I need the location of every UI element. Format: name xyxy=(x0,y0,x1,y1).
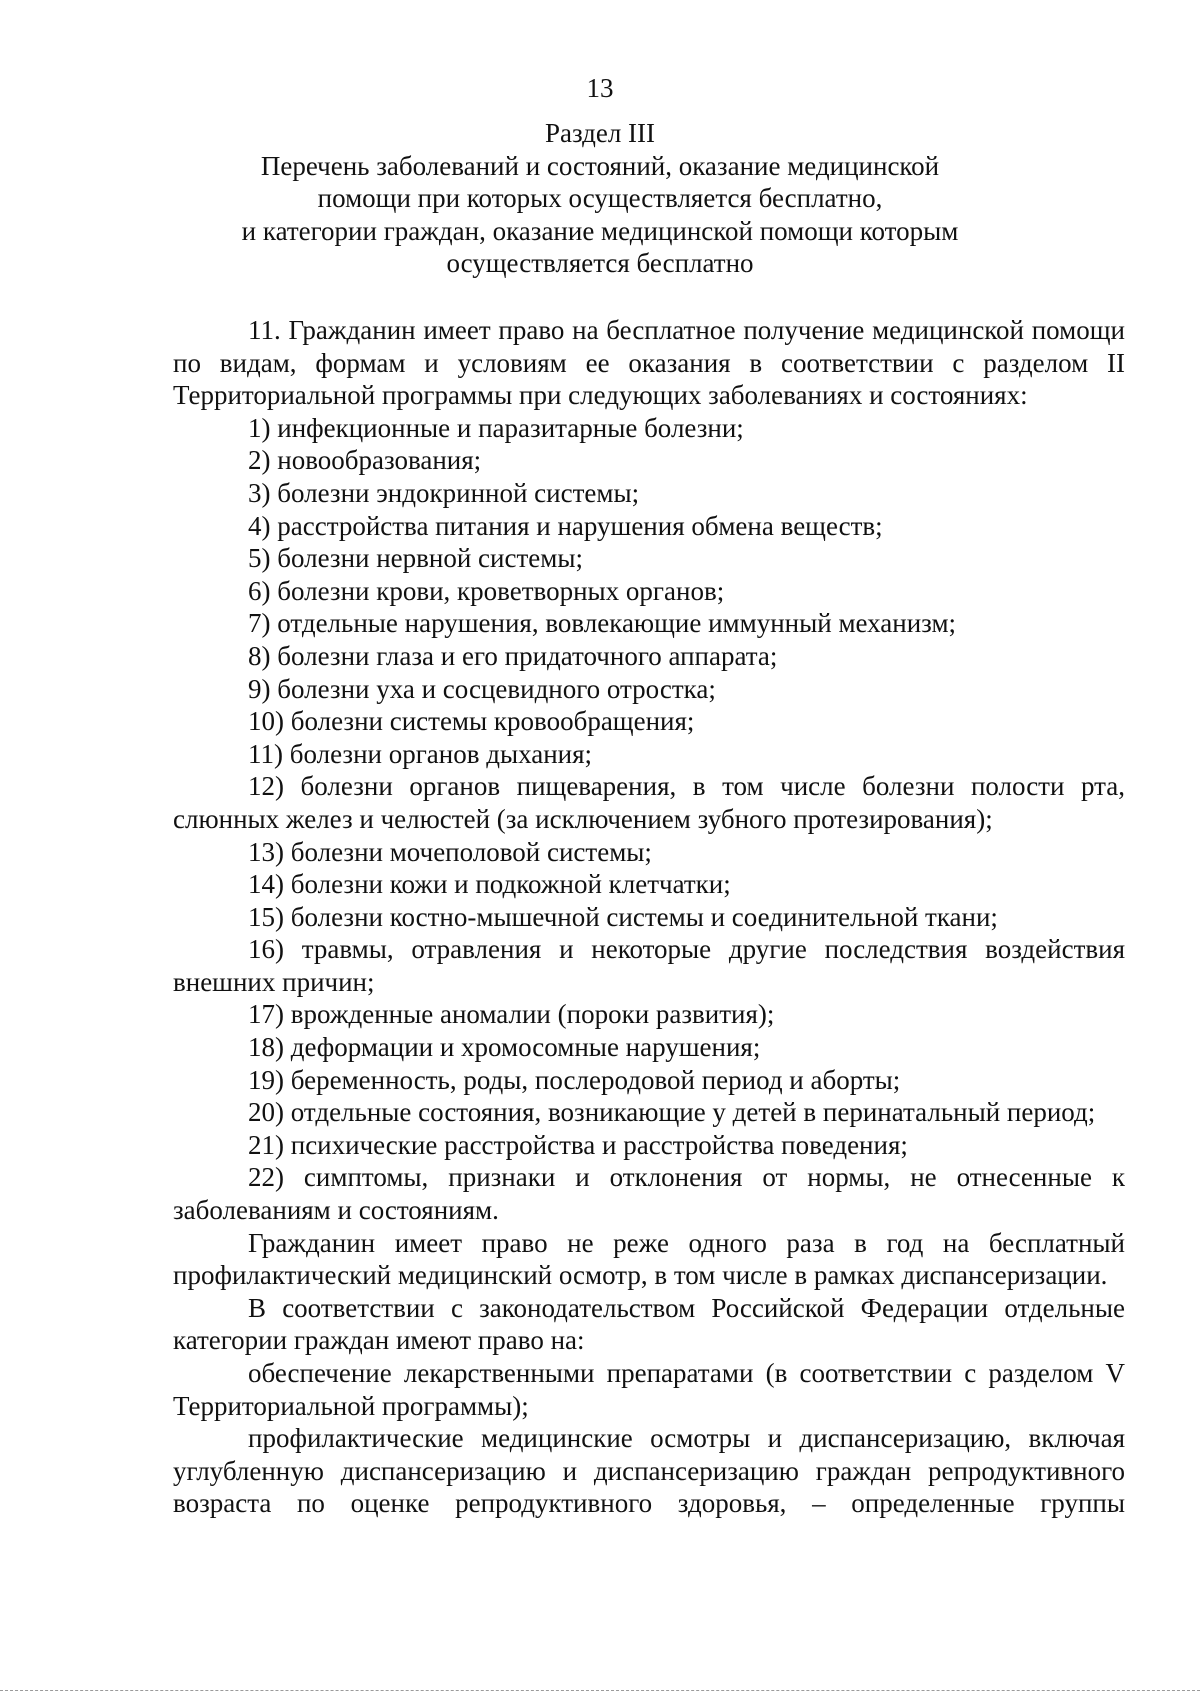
list-item: 18) деформации и хромосомные нарушения; xyxy=(248,1032,761,1063)
section-title-line: Перечень заболеваний и состояний, оказание медицинской xyxy=(260,150,940,181)
list-item: 19) беременность, роды, послеродовой период и аборты; xyxy=(248,1064,901,1095)
section-title-line: осуществляется бесплатно xyxy=(446,248,754,278)
list-item: 12) болезни органов пищеварения, в том числе болезни полости рта, слюнных желез и челюстей (за исключением зубного протезирования); xyxy=(173,771,1125,834)
list-item: 13) болезни мочеполовой системы; xyxy=(248,836,652,867)
page-number: 13 xyxy=(586,73,614,103)
list-item: 11) болезни органов дыхания; xyxy=(248,738,593,769)
list-item: 16) травмы, отравления и некоторые другие последствия воздействия внешних причин; xyxy=(173,934,1125,997)
list-item: 9) болезни уха и сосцевидного отростка; xyxy=(248,673,716,704)
scan-edge-line xyxy=(0,1690,1200,1692)
list-item: 1) инфекционные и паразитарные болезни; xyxy=(248,412,744,443)
section-heading xyxy=(0,117,1200,280)
section-title-line: помощи при которых осуществляется бесплатно, xyxy=(317,183,883,213)
list-item: 22) симптомы, признаки и отклонения от нормы, не отнесенные к заболеваниям и состояниям. xyxy=(173,1162,1125,1226)
document-body xyxy=(173,314,1125,1520)
list-item: 8) болезни глаза и его придаточного аппарата; xyxy=(248,640,778,671)
list-item: 2) новообразования; xyxy=(248,445,482,476)
list-item: 4) расстройства питания и нарушения обмена веществ; xyxy=(248,510,883,541)
list-item: 15) болезни костно-мышечной системы и соединительной ткани; xyxy=(248,901,998,932)
list-item: 21) психические расстройства и расстройства поведения; xyxy=(248,1129,908,1160)
paragraph-continued: профилактические медицинские осмотры и диспансеризацию, включая углубленную диспансеризацию и диспансеризацию граждан репродуктивного возраста по оценке репродуктивного здоровья, – определенные группы xyxy=(173,1423,1125,1519)
list-item: 5) болезни нервной системы; xyxy=(248,543,583,574)
paragraph: обеспечение лекарственными препаратами (в соответствии с разделом V Территориальной программы); xyxy=(173,1358,1125,1421)
list-item: 17) врожденные аномалии (пороки развития); xyxy=(248,999,775,1030)
list-item: 10) болезни системы кровообращения; xyxy=(248,706,695,737)
list-item: 20) отдельные состояния, возникающие у детей в перинатальный период; xyxy=(248,1097,1096,1128)
paragraph: 11. Гражданин имеет право на бесплатное получение медицинской помощи по видам, формам и условиям ее оказания в соответствии с разделом II Территориальной программы при следующих заболеваниях и состояниях: xyxy=(173,315,1125,411)
paragraph: В соответствии с законодательством Российской Федерации отдельные категории граждан имеют право на: xyxy=(173,1292,1125,1356)
list-item: 14) болезни кожи и подкожной клетчатки; xyxy=(248,869,731,900)
list-item: 7) отдельные нарушения, вовлекающие иммунный механизм; xyxy=(248,608,957,639)
section-label: Раздел III xyxy=(544,118,656,148)
list-item: 3) болезни эндокринной системы; xyxy=(248,477,640,508)
paragraph: Гражданин имеет право не реже одного раза в год на бесплатный профилактический медицинский осмотр, в том числе в рамках диспансеризации. xyxy=(173,1227,1125,1291)
section-title-line: и категории граждан, оказание медицинской помощи которым xyxy=(241,215,959,246)
list-item: 6) болезни крови, кроветворных органов; xyxy=(248,575,725,606)
